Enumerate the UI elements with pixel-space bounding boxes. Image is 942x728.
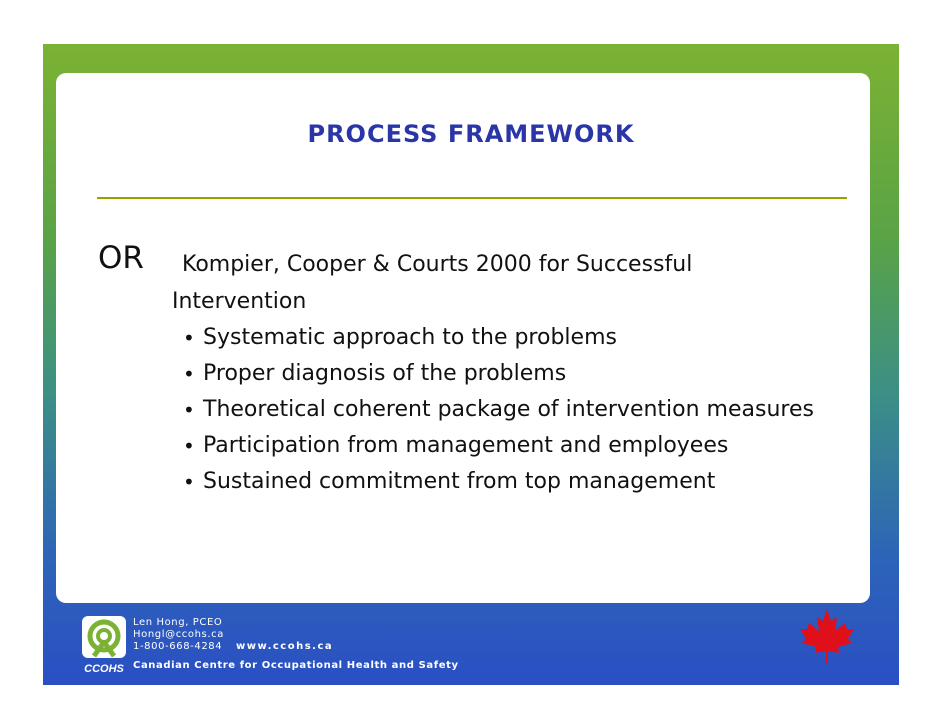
slide-title: PROCESS FRAMEWORK — [307, 120, 635, 148]
bullet-icon: • — [183, 326, 195, 350]
maple-leaf-icon — [798, 607, 856, 663]
bullet-text: Participation from management and employees — [203, 433, 729, 458]
bullet-icon: • — [183, 398, 195, 422]
bullet-item — [183, 428, 843, 464]
bullet-text: Proper diagnosis of the problems — [203, 361, 567, 386]
footer-email: Hongl@ccohs.ca — [133, 629, 224, 640]
or-label: OR — [98, 240, 144, 276]
bullet-list — [183, 320, 843, 500]
bullet-item — [183, 356, 843, 392]
title-divider — [97, 197, 847, 199]
bullet-item — [183, 320, 843, 356]
bullet-item — [183, 464, 843, 500]
bullet-text: Systematic approach to the problems — [203, 325, 617, 350]
bullet-icon: • — [183, 434, 195, 458]
logo-text: CCOHS — [84, 663, 124, 675]
bullet-icon: • — [183, 470, 195, 494]
footer-name: Len Hong, PCEO — [133, 617, 223, 628]
bullet-item — [183, 392, 843, 428]
bullet-text: Sustained commitment from top management — [203, 469, 716, 494]
bullet-icon: • — [183, 362, 195, 386]
intervention-heading: Kompier, Cooper & Courts 2000 for Successful Intervention — [172, 252, 693, 314]
ccohs-logo-icon — [80, 614, 128, 676]
footer-phone: 1-800-668-4284 — [133, 641, 223, 652]
footer-website[interactable]: www.ccohs.ca — [236, 641, 334, 652]
footer-org: Canadian Centre for Occupational Health and Safety — [133, 660, 459, 671]
bullet-text: Theoretical coherent package of intervention measures — [203, 397, 814, 422]
